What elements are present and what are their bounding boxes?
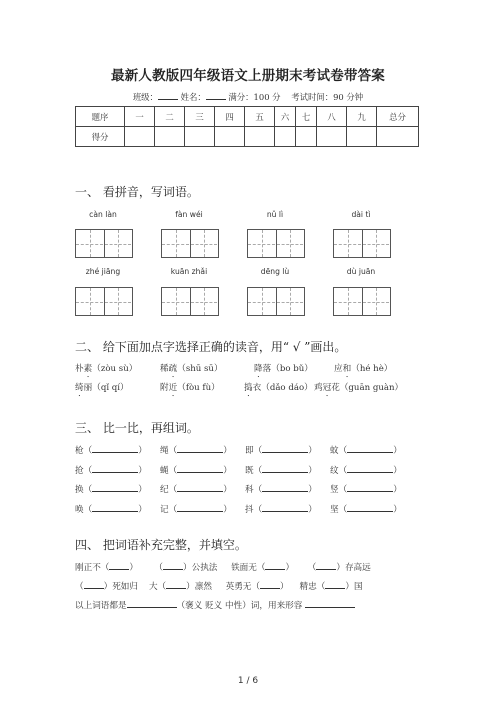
idiom-blank[interactable] (325, 579, 345, 589)
word-blank[interactable] (92, 482, 138, 492)
compare-item (75, 463, 147, 476)
word-blank[interactable] (177, 463, 223, 473)
pinyin-options[interactable]: （shū sū） (177, 364, 223, 374)
answer-blank[interactable] (127, 598, 177, 608)
text: ）凛然 (186, 582, 212, 592)
pinyin-label: càn làn (89, 210, 117, 219)
paren: （ (83, 505, 93, 515)
box-cell[interactable] (334, 288, 361, 315)
text: 英勇无（ (225, 582, 260, 592)
dotted-char: 素 (83, 364, 93, 374)
box-cell[interactable] (276, 288, 303, 315)
idiom-blank[interactable] (84, 579, 104, 589)
header-cell: 八 (317, 107, 347, 127)
pinyin-options[interactable]: （dǎo dáo） (261, 383, 313, 393)
compare-item (160, 502, 232, 515)
pinyin-options[interactable]: （fòu fù） (177, 383, 220, 393)
writing-box[interactable] (247, 287, 305, 316)
compare-item (160, 443, 232, 456)
paren: ） (223, 485, 232, 495)
compare-char: 既 (245, 466, 254, 476)
compare-char: 科 (245, 485, 254, 495)
compare-char: 蝇 (160, 466, 169, 476)
word-blank[interactable] (347, 502, 393, 512)
reading-item (244, 381, 313, 398)
compare-char: 蚊 (330, 446, 339, 456)
compare-item (245, 443, 317, 456)
box-cell[interactable] (334, 230, 361, 257)
idiom-blank[interactable] (163, 560, 183, 570)
dotted-char: 降 (254, 364, 263, 374)
compare-char: 即 (245, 446, 254, 456)
pinyin-label: kuān zhǎi (170, 267, 208, 276)
paren: （ (168, 466, 178, 476)
idiom-line (75, 560, 371, 573)
pinyin-options[interactable]: （guān guàn） (339, 383, 404, 393)
box-cell[interactable] (104, 230, 131, 257)
pinyin-label: zhé jiāng (85, 267, 121, 276)
reading-item (334, 362, 392, 379)
word-blank[interactable] (347, 443, 393, 453)
compare-char: 纪 (160, 485, 169, 495)
char: 落 (262, 364, 272, 374)
page-number: 1 / 6 (237, 676, 259, 686)
compare-char: 纹 (330, 466, 339, 476)
box-cell[interactable] (248, 230, 275, 257)
paren: （ (168, 505, 178, 515)
paren: ） (138, 446, 147, 456)
score-cell[interactable] (185, 127, 215, 147)
compare-item (245, 482, 317, 495)
char: 鸡 (314, 383, 323, 393)
header-cell: 五 (245, 107, 275, 127)
paren: （ (83, 446, 93, 456)
compare-char: 竖 (330, 485, 339, 495)
compare-item (245, 463, 317, 476)
section1-heading: 一、 看拼音，写词语。 (75, 185, 199, 199)
header-cell: 四 (215, 107, 245, 127)
text: ） (280, 582, 289, 592)
word-blank[interactable] (177, 502, 223, 512)
paren: ） (308, 446, 317, 456)
word-blank[interactable] (92, 443, 138, 453)
box-cell[interactable] (248, 288, 275, 315)
header-cell: 七 (296, 107, 317, 127)
box-cell[interactable] (76, 288, 103, 315)
reading-item (75, 362, 137, 379)
name-blank[interactable] (206, 90, 226, 100)
box-cell[interactable] (104, 288, 131, 315)
idiom-blank[interactable] (166, 579, 186, 589)
reading-item (160, 362, 223, 379)
idiom-blank[interactable] (109, 560, 129, 570)
text: 以上词语都是 (75, 601, 127, 611)
compare-char: 抖 (245, 505, 254, 515)
compare-item (75, 443, 147, 456)
text: （褒义 贬义 中性）词，用来形容 (176, 601, 303, 611)
text: ）死如归 (103, 582, 138, 592)
idiom-blank[interactable] (316, 560, 336, 570)
word-blank[interactable] (347, 482, 393, 492)
writing-box[interactable] (333, 287, 391, 316)
compare-item (160, 463, 232, 476)
score-cell[interactable] (317, 127, 347, 147)
writing-box[interactable] (161, 287, 219, 316)
paren: ） (308, 485, 317, 495)
writing-box[interactable] (75, 287, 133, 316)
name-label: 姓名： (180, 92, 206, 102)
reading-item (75, 381, 129, 398)
char: 应 (334, 364, 343, 374)
word-blank[interactable] (262, 482, 308, 492)
pinyin-label: dēng lù (260, 267, 290, 276)
paren: （ (338, 466, 348, 476)
char: 附 (160, 383, 169, 393)
box-cell[interactable] (76, 230, 103, 257)
pinyin-options[interactable]: （qǐ qí） (92, 383, 129, 393)
paren: ） (393, 446, 402, 456)
page-title: 最新人教版四年级语文上册期末考试卷带答案 (111, 68, 385, 84)
writing-box[interactable] (247, 229, 305, 258)
dotted-char: 捣 (244, 383, 253, 393)
score-cell[interactable] (296, 127, 317, 147)
text: 大（ (148, 582, 167, 592)
compare-char: 绳 (160, 446, 169, 456)
word-blank[interactable] (92, 502, 138, 512)
score-cell[interactable] (245, 127, 275, 147)
header-cell: 题序 (76, 107, 125, 127)
header-cell: 总分 (377, 107, 419, 127)
paren: （ (168, 446, 178, 456)
text: ）存高远 (336, 563, 371, 573)
paren: （ (253, 505, 263, 515)
reading-item (254, 362, 313, 379)
text: 刚正不（ (75, 563, 110, 573)
dotted-char: 疏 (168, 364, 178, 374)
paren: ） (223, 505, 232, 515)
full-score: 满分：100 分 (228, 92, 281, 102)
pinyin-label: dài tì (351, 210, 371, 219)
header-cell: 二 (155, 107, 185, 127)
fill-sentence (75, 598, 355, 611)
compare-char: 换 (75, 485, 84, 495)
compare-char: 唤 (75, 505, 84, 515)
compare-item (330, 463, 402, 476)
text: （ (154, 563, 163, 573)
paren: ） (393, 505, 402, 515)
score-cell[interactable] (125, 127, 155, 147)
paren: （ (253, 485, 263, 495)
reading-item (314, 381, 403, 398)
word-blank[interactable] (262, 502, 308, 512)
row-label: 得分 (76, 127, 125, 147)
paren: ） (223, 446, 232, 456)
paren: （ (338, 485, 348, 495)
writing-box[interactable] (161, 229, 219, 258)
word-blank[interactable] (177, 443, 223, 453)
compare-item (75, 482, 147, 495)
score-cell[interactable] (155, 127, 185, 147)
text: （ (75, 582, 84, 592)
text: 铁面无（ (231, 563, 266, 573)
pinyin-label: nǔ lì (266, 210, 284, 219)
text: ）公执法 (183, 563, 218, 573)
text: ）国 (345, 582, 363, 592)
score-table-header-row (76, 107, 419, 127)
pinyin-label: fàn wéi (175, 210, 203, 219)
word-blank[interactable] (347, 463, 393, 473)
section2-heading: 二、 给下面加点字选择正确的读音，用“ √ ”画出。 (75, 340, 347, 354)
reading-item (160, 381, 220, 398)
class-label: 班级： (132, 92, 158, 102)
compare-char: 枪 (75, 446, 84, 456)
box-cell[interactable] (362, 230, 389, 257)
compare-char: 抢 (75, 466, 84, 476)
box-cell[interactable] (162, 288, 189, 315)
paren: （ (338, 446, 348, 456)
section3-heading: 三、 比一比，再组词。 (75, 421, 199, 435)
paren: （ (253, 446, 263, 456)
paren: ） (138, 485, 147, 495)
dotted-char: 冠 (322, 383, 332, 393)
score-cell[interactable] (215, 127, 245, 147)
idiom-blank[interactable] (260, 579, 280, 589)
score-table-score-row (76, 127, 419, 147)
idiom-line (75, 579, 363, 592)
paren: ） (138, 466, 147, 476)
answer-blank[interactable] (305, 598, 355, 608)
char: 花 (331, 383, 340, 393)
pinyin-options[interactable]: （hé hè） (351, 364, 393, 374)
paren: ） (138, 505, 147, 515)
text: 精忠（ (299, 582, 326, 592)
char: 丽 (83, 383, 93, 393)
box-cell[interactable] (190, 230, 217, 257)
section4-heading: 四、 把词语补充完整，并填空。 (75, 538, 247, 552)
word-blank[interactable] (262, 463, 308, 473)
compare-item (330, 482, 402, 495)
writing-box[interactable] (333, 229, 391, 258)
header-cell: 一 (125, 107, 155, 127)
paren: ） (393, 466, 402, 476)
compare-char: 记 (160, 505, 169, 515)
word-blank[interactable] (92, 463, 138, 473)
header-cell: 六 (275, 107, 296, 127)
score-cell[interactable] (275, 127, 296, 147)
paren: （ (83, 485, 93, 495)
exam-info (0, 90, 496, 103)
char: 稀 (160, 364, 169, 374)
text: ） (129, 563, 138, 573)
class-blank[interactable] (158, 90, 178, 100)
char: 衣 (252, 383, 262, 393)
box-cell[interactable] (190, 288, 217, 315)
paren: （ (168, 485, 178, 495)
idiom-blank[interactable] (265, 560, 285, 570)
pinyin-options[interactable]: （bo bǔ） (271, 364, 313, 374)
text: ） (285, 563, 295, 573)
word-blank[interactable] (262, 443, 308, 453)
score-cell[interactable] (347, 127, 377, 147)
text: （ (307, 563, 317, 573)
pinyin-options[interactable]: （zòu sù） (92, 364, 138, 374)
box-cell[interactable] (276, 230, 303, 257)
compare-item (330, 502, 402, 515)
compare-item (245, 502, 317, 515)
box-cell[interactable] (162, 230, 189, 257)
dotted-char: 近 (168, 383, 178, 393)
paren: ） (308, 505, 317, 515)
paren: （ (253, 466, 263, 476)
score-cell[interactable] (377, 127, 419, 147)
dotted-char: 和 (342, 364, 352, 374)
pinyin-label: dù juān (346, 267, 376, 276)
header-cell: 九 (347, 107, 377, 127)
paren: （ (338, 505, 348, 515)
dotted-char: 绮 (75, 383, 84, 393)
paren: ） (393, 485, 402, 495)
compare-char: 坚 (330, 505, 339, 515)
word-blank[interactable] (177, 482, 223, 492)
compare-item (160, 482, 232, 495)
char: 朴 (75, 364, 84, 374)
exam-time: 考试时间：90 分钟 (291, 92, 364, 102)
writing-box[interactable] (75, 229, 133, 258)
box-cell[interactable] (362, 288, 389, 315)
score-table (75, 106, 419, 147)
paren: （ (83, 466, 93, 476)
header-cell: 三 (185, 107, 215, 127)
paren: ） (223, 466, 232, 476)
compare-item (330, 443, 402, 456)
paren: ） (308, 466, 317, 476)
compare-item (75, 502, 147, 515)
